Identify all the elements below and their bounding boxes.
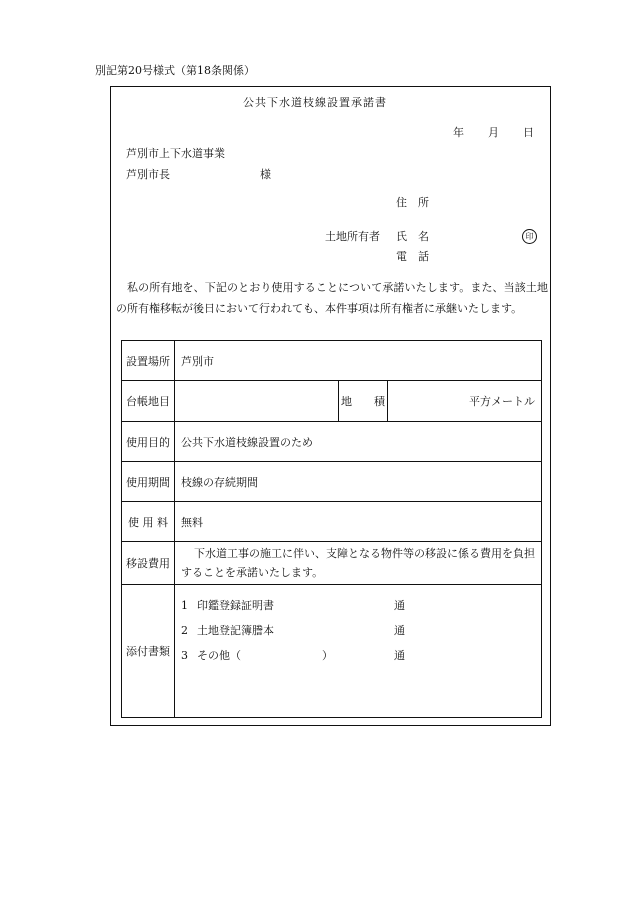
fee-label: 使 用 料 bbox=[122, 502, 175, 542]
period-value: 枝線の存続期間 bbox=[175, 462, 542, 502]
date-month: 月 bbox=[488, 126, 499, 139]
attachment-item bbox=[181, 643, 535, 668]
fee-value: 無料 bbox=[175, 502, 542, 542]
honorific: 様 bbox=[260, 168, 271, 181]
location-label: 設置場所 bbox=[122, 341, 175, 381]
attachment-unit: 通 bbox=[394, 599, 405, 612]
purpose-value: 公共下水道枝線設置のため bbox=[175, 422, 542, 462]
attachment-num: 3 bbox=[181, 649, 188, 662]
relocation-label: 移設費用 bbox=[122, 542, 175, 585]
ledger-value bbox=[175, 381, 339, 422]
addressee-title: 芦別市長 bbox=[126, 168, 170, 181]
address-label: 住 所 bbox=[396, 196, 429, 209]
attachment-item bbox=[181, 593, 535, 618]
name-label: 氏 名 bbox=[396, 230, 429, 243]
attachments-label: 添付書類 bbox=[122, 585, 175, 718]
consent-statement: 私の所有地を、下記のとおり使用することについて承諾いたします。また、当該土地の所有権移転が後日において行われても、本件事項は所有権者に承継いたします。 bbox=[116, 281, 548, 315]
attachment-unit: 通 bbox=[394, 649, 405, 662]
attachments-list bbox=[175, 585, 542, 718]
details-table bbox=[121, 340, 542, 718]
attachment-name: 印鑑登録証明書 bbox=[197, 599, 274, 612]
table-row bbox=[122, 381, 542, 422]
table-row bbox=[122, 502, 542, 542]
area-label: 地 積 bbox=[339, 381, 388, 422]
document-title: 公共下水道枝線設置承諾書 bbox=[243, 96, 387, 109]
attachment-num: 2 bbox=[181, 624, 188, 637]
period-label: 使用期間 bbox=[122, 462, 175, 502]
addressee-org: 芦別市上下水道事業 bbox=[126, 147, 225, 160]
date-line bbox=[453, 126, 534, 140]
attachment-num: 1 bbox=[181, 599, 188, 612]
addressee-mayor bbox=[126, 168, 271, 182]
area-unit: 平方メートル bbox=[388, 381, 542, 422]
relocation-value: 下水道工事の施工に伴い、支障となる物件等の移設に係る費用を負担することを承諾いたします。 bbox=[175, 542, 542, 585]
table-row bbox=[122, 585, 542, 718]
owner-label: 土地所有者 bbox=[325, 230, 380, 243]
phone-label: 電 話 bbox=[396, 250, 429, 263]
table-row bbox=[122, 462, 542, 502]
table-row bbox=[122, 542, 542, 585]
table-row bbox=[122, 422, 542, 462]
attachment-close-paren: ） bbox=[322, 649, 333, 662]
table-row bbox=[122, 341, 542, 381]
attachment-name: 土地登記簿謄本 bbox=[197, 624, 274, 637]
ledger-label: 台帳地目 bbox=[122, 381, 175, 422]
attachment-item bbox=[181, 618, 535, 643]
date-day: 日 bbox=[523, 126, 534, 139]
date-year: 年 bbox=[453, 126, 464, 139]
attachment-unit: 通 bbox=[394, 624, 405, 637]
location-value: 芦別市 bbox=[175, 341, 542, 381]
purpose-label: 使用目的 bbox=[122, 422, 175, 462]
form-reference: 別記第20号様式（第18条関係） bbox=[95, 64, 255, 77]
seal-mark: 印 bbox=[522, 229, 537, 244]
attachment-name: その他（ bbox=[197, 649, 241, 662]
